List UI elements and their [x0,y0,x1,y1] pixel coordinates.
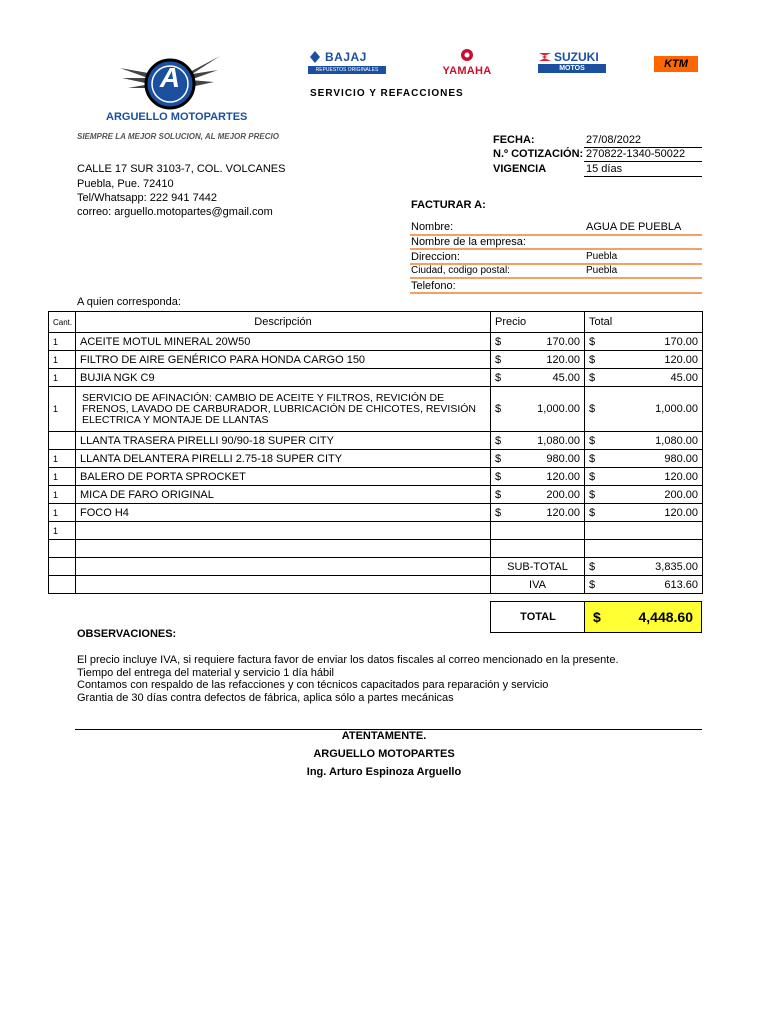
row-cant: 1 [49,504,76,522]
table-row [49,351,703,369]
row-desc: LLANTA TRASERA PIRELLI 90/90-18 SUPER CITY [76,432,491,450]
row-precio: 120.00 [546,506,580,519]
row-precio: 170.00 [546,335,580,348]
row-total: 980.00 [664,452,698,465]
ktm-logo: KTM [654,56,698,72]
row-precio: 120.00 [546,470,580,483]
row-cant: 1 [49,387,76,432]
email: correo: arguello.motopartes@gmail.com [77,206,273,218]
suzuki-emblem-icon [538,51,552,63]
bill-company-label: Nombre de la empresa: [411,236,526,248]
row-total: 1,080.00 [655,434,698,447]
bill-city-value: Puebla [586,265,618,276]
suzuki-logo [538,50,608,76]
yamaha-logo [440,48,494,76]
address-line2: Puebla, Pue. 72410 [77,178,174,190]
table-row [49,504,703,522]
header-desc: Descripción [76,312,491,333]
currency-sign: $ [589,488,596,501]
table-row [49,468,703,486]
currency-sign: $ [589,353,596,366]
currency-sign: $ [495,335,502,348]
row-desc: LLANTA DELANTERA PIRELLI 2.75-18 SUPER CITY [76,450,491,468]
table-row [49,333,703,351]
observacion-line: Grantia de 30 días contra defectos de fábrica, aplica sólo a partes mecánicas [77,692,454,704]
header-cant: Cant. [49,312,76,333]
currency-sign: $ [589,403,596,415]
currency-sign: $ [495,434,502,447]
row-desc: MICA DE FARO ORIGINAL [76,486,491,504]
logo-letter: A [159,62,181,93]
row-cant: 1 [49,486,76,504]
row-total: 120.00 [664,506,698,519]
bill-city-label: Ciudad, codigo postal: [411,265,510,276]
row-cant: 1 [49,450,76,468]
row-total: 45.00 [670,371,698,384]
header-total: Total [585,312,703,333]
table-row [49,450,703,468]
vigencia-value: 15 días [586,163,623,175]
total-label: TOTAL [520,611,556,623]
fecha-label: FECHA: [493,134,535,146]
bill-address-value: Puebla [586,251,618,262]
currency-sign: $ [589,335,596,348]
row-desc: BUJIA NGK C9 [76,369,491,387]
observaciones-title: OBSERVACIONES: [77,628,177,640]
total-value-box [584,601,702,633]
row-cant: 1 [49,351,76,369]
bill-name-label: Nombre: [411,221,454,233]
signature-line3: Ing. Arturo Espinoza Arguello [306,766,462,778]
row-precio [491,522,585,540]
table-row [49,387,703,432]
bill-address-label: Direccion: [411,251,460,263]
row-precio: 980.00 [546,452,580,465]
greeting: A quien corresponda: [77,296,181,308]
subtotal-row [49,558,703,576]
row-precio: 200.00 [546,488,580,501]
cotizacion-value: 270822-1340-50022 [586,148,686,160]
vigencia-label: VIGENCIA [493,163,547,175]
row-cant: 1 [49,522,76,540]
iva-value: 613.60 [664,578,698,591]
row-desc: SERVICIO DE AFINACIÓN: CAMBIO DE ACEITE Y FILTROS, REVICIÓN DE FRENOS, LAVADO DE CARBURADOR, LUBRICACIÓN DE CHICOTES, REVISIÓN ELECTRICA Y MONTAJE DE LLANTAS [76,387,491,432]
bajaj-subtext: REPUESTOS ORIGINALES [308,66,386,74]
row-desc [76,522,491,540]
row-precio [491,540,585,558]
subtotal-label: SUB-TOTAL [491,558,585,576]
bajaj-text: BAJAJ [325,49,367,64]
bajaj-emblem-icon [308,50,322,64]
currency-sign: $ [589,578,596,591]
header-title: SERVICIO Y REFACCIONES [310,88,464,99]
total-value: 4,448.60 [638,609,693,625]
total-label-box [490,601,585,633]
phone: Tel/Whatsapp: 222 941 7442 [77,192,218,204]
yamaha-emblem-icon [459,48,475,62]
table-row [49,522,703,540]
row-desc: BALERO DE PORTA SPROCKET [76,468,491,486]
table-row [49,540,703,558]
separator [410,248,702,250]
row-cant: 1 [49,333,76,351]
subtotal-value: 3,835.00 [655,560,698,573]
currency-sign: $ [495,371,502,384]
iva-label: IVA [491,576,585,594]
row-total [585,540,703,558]
row-total: 120.00 [664,470,698,483]
row-cant [49,540,76,558]
row-desc: FOCO H4 [76,504,491,522]
row-total: 120.00 [664,353,698,366]
row-cant [49,432,76,450]
currency-sign: $ [589,470,596,483]
bill-to-title: FACTURAR A: [411,199,486,211]
bajaj-logo [308,48,386,76]
row-precio: 1,000.00 [537,403,580,415]
currency-sign: $ [495,506,502,519]
row-total: 170.00 [664,335,698,348]
table-row [49,369,703,387]
address-line1: CALLE 17 SUR 3103-7, COL. VOLCANES [77,163,286,175]
signature-line1: ATENTAMENTE. [341,730,427,742]
table-row [49,432,703,450]
row-cant: 1 [49,468,76,486]
items-table [48,311,703,594]
cotizacion-underline [584,161,702,162]
company-logo [118,48,222,114]
signature-line2: ARGUELLO MOTOPARTES [313,748,455,760]
row-cant: 1 [49,369,76,387]
currency-sign: $ [495,488,502,501]
vigencia-underline [584,176,702,177]
currency-sign: $ [589,452,596,465]
company-name: ARGUELLO MOTOPARTES [106,111,248,123]
table-row [49,486,703,504]
currency-sign: $ [589,371,596,384]
currency-sign: $ [495,470,502,483]
currency-sign: $ [589,506,596,519]
currency-sign: $ [593,609,601,625]
row-total: 1,000.00 [655,403,698,415]
observacion-line: El precio incluye IVA, si requiere factura favor de enviar los datos fiscales al correo mencionado en la presente. [77,654,619,666]
separator [410,292,702,294]
bill-name-value: AGUA DE PUEBLA [586,221,682,233]
suzuki-text: SUZUKI [554,50,599,64]
row-desc: FILTRO DE AIRE GENÉRICO PARA HONDA CARGO 150 [76,351,491,369]
row-desc [76,540,491,558]
observacion-line: Contamos con respaldo de las refacciones y con técnicos capacitados para reparación y servicio [77,679,549,691]
currency-sign: $ [495,403,502,415]
row-precio: 1,080.00 [537,434,580,447]
separator [410,277,702,279]
header-precio: Precio [491,312,585,333]
currency-sign: $ [495,452,502,465]
row-precio: 120.00 [546,353,580,366]
iva-row [49,576,703,594]
fecha-value: 27/08/2022 [586,134,642,146]
company-slogan: SIEMPRE LA MEJOR SOLUCION, AL MEJOR PRECIO [77,132,279,141]
suzuki-subtext: MOTOS [538,64,606,73]
currency-sign: $ [495,353,502,366]
cotizacion-label: N.º COTIZACIÓN: [493,148,584,160]
table-header-row [49,312,703,333]
observacion-line: Tiempo del entrega del material y servicio 1 día hábil [77,667,335,679]
bill-phone-label: Telefono: [411,280,456,292]
row-desc: ACEITE MOTUL MINERAL 20W50 [76,333,491,351]
yamaha-text: YAMAHA [442,65,492,77]
currency-sign: $ [589,560,596,573]
row-precio: 45.00 [552,371,580,384]
currency-sign: $ [589,434,596,447]
row-total: 200.00 [664,488,698,501]
row-total [585,522,703,540]
